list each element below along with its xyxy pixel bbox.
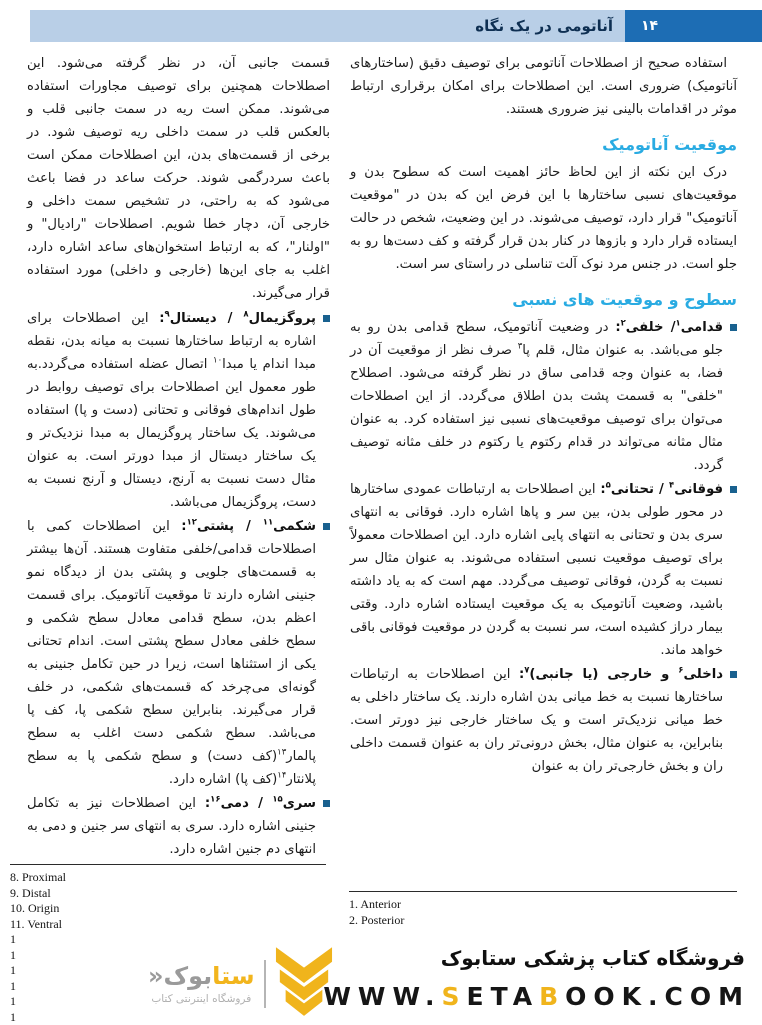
header-band xyxy=(30,10,625,42)
footnote-stub: 1 xyxy=(10,979,326,995)
bullet-term: پروگزیمال$^۸$ / دیستال$^۹$: xyxy=(159,311,316,326)
page-number-box xyxy=(625,10,762,42)
bullet-text: این اصطلاحات به ارتباطات عمودی ساختارها در محور طولی بدن، بین سر و پاها اشاره دارد. فوقانی به انتهای سری بدن و تحتانی به انتهای پایی اشاره دارد. این اصطلاحات معمولاً برای توصیف موقعیت نسبی استفاده می‌شوند. به عنوان مثال سر نسبت به گردن، فوقانی توصیف می‌گردد. مهم است که به یاد داشته باشید، وضعیت آناتومیک به یک موقعیت ایستاده اشاره دارد. وقتی بیمار دراز کشیده است، سر نسبت به گردن در موقعیت فوقانی باقی خواهد ماند. xyxy=(350,482,723,658)
setabook-logo xyxy=(148,946,333,1022)
footnote-stub: 1 xyxy=(10,963,326,979)
bullet-cranial-caudal xyxy=(27,792,330,861)
text-columns xyxy=(27,52,737,862)
footnote-rule-right xyxy=(349,891,737,892)
footnote: 10. Origin xyxy=(10,901,326,917)
footnote-stub: 1 xyxy=(10,932,326,948)
footnote-stub: 1 xyxy=(10,948,326,964)
bullet-term: قدامی$^۱$/ خلفی$^۲$: xyxy=(615,320,723,335)
logo-divider xyxy=(264,960,266,1008)
section-heading-anatomical-position: موقعیت آناتومیک xyxy=(350,134,737,156)
continuation-paragraph: قسمت جانبی آن، در نظر گرفته می‌شود. این اصطلاحات همچنین برای توصیف مجاورات استفاده می‌شوند. ممکن است ریه در سمت جانبی قلب و بالعکس قلب در سمت داخلی ریه توصیف شود. در برخی از قسمت‌های بدن، این اصطلاحات ممکن است باعث سردرگمی شوند. حرکت ساعد در فضا باعث می‌شود که به راحتی، در تشخیص سمت داخلی و خارجی آن، دچار خطا شویم. اصطلاحات "رادیال" و "اولنار"، که به ارتباط استخوان‌های ساعد اشاره دارد، اغلب به جای این‌ها (خارجی و داخلی) مورد استفاده قرار می‌گیرند. xyxy=(27,52,330,305)
footnote-stub: 1 xyxy=(10,994,326,1010)
store-name: فروشگاه کتاب پزشکی ستابوک xyxy=(441,946,745,970)
store-url: WWW.SETABOOK.COM xyxy=(323,982,750,1011)
footnote-rule-left xyxy=(10,864,326,865)
book-title: آناتومی در یک نگاه xyxy=(475,10,613,42)
bullet-text: این اصطلاحات به ارتباطات ساختارها نسبت به خط میانی بدن اشاره دارند. یک ساختار داخلی به خط میانی نزدیک‌تر است و یک ساختار خارجی نیز دورتر است. بنابراین، به عنوان مثال، بخش درونی‌تر ران به عنوان قسمت داخلی ران و بخش خارجی‌تر ران به عنوان xyxy=(350,667,723,774)
chevron-emblem-icon xyxy=(275,947,333,1021)
section-heading-planes-positions: سطوح و موقعیت های نسبی xyxy=(350,289,737,311)
footnote: 11. Ventral xyxy=(10,917,326,933)
anatomical-position-paragraph: درک این نکته از این لحاظ حائز اهمیت است که سطوح بدن و موقعیت‌های نسبی ساختارها با این فرض این که بدن در "موقعیت آناتومیک" قرار دارد، توصیف می‌شوند. در این وضعیت، شخص در حالت ایستاده قرار دارد و بازوها در کنار بدن قرار گرفته و کف دست‌ها رو به جلو است. در جنس مرد نوک آلت تناسلی در راستای سر است. xyxy=(350,161,737,276)
footnote: 8. Proximal xyxy=(10,870,326,886)
bullet-superior-inferior xyxy=(350,478,737,662)
bullet-term: سری$^{۱۵}$ / دمی$^{۱۶}$: xyxy=(205,796,316,811)
footnote: 2. Posterior xyxy=(349,913,737,929)
left-column xyxy=(27,52,330,862)
footnote: 9. Distal xyxy=(10,886,326,902)
bullet-anterior-posterior xyxy=(350,316,737,477)
footnote-stub: 1 xyxy=(10,1010,326,1025)
bullet-term: داخلی$^۶$ و خارجی (یا جانبی)$^۷$: xyxy=(519,667,723,682)
bullet-text: در وضعیت آناتومیک، سطح قدامی بدن رو به جلو می‌باشد. به عنوان مثال، قلم پا$^۳$ صرف نظر از موقعیت آن در فضا، به عنوان وجه قدامی ساق در نظر گرفته می‌شود. اصطلاح "خلفی" به قسمت پشت بدن اطلاق می‌گردد. از این اصطلاحات می‌توان برای توصیف موقعیت‌های نسبی نیز استفاده کرد. به عنوان مثال مثانه می‌تواند در قدام رکتوم یا رکتوم در خلف مثانه توصیف گردد. xyxy=(350,320,723,473)
bullet-text: این اصطلاحات کمی با اصطلاحات قدامی/خلفی متفاوت هستند. آن‌ها بیشتر به قسمت‌های جلویی و پشتی بدن از دیدگاه نمو جنینی اشاره دارند تا موقعیت آناتومیک. برای قسمت اعظم بدن، سطح قدامی معادل سطح شکمی و سطح خلفی معادل سطح پشتی است. اندام تحتانی یکی از استثناها است، زیرا در حین تکامل جنینی به گونه‌ای می‌چرخد که قسمت‌های شکمی، در خلف قرار می‌گیرند. بنابراین سطح شکمی پا، کف پا می‌باشد. سطح شکمی دست اغلب به سطح پالمار$^{۱۳}$(کف دست) و سطح شکمی پا به سطح پلانتار$^{۱۴}$(کف پا) اشاره دارد. xyxy=(27,519,316,787)
footnote: 1. Anterior xyxy=(349,897,737,913)
bullet-term: فوقانی$^۴$ / تحتانی$^۵$: xyxy=(600,482,723,497)
logo-text-block xyxy=(148,963,255,1005)
bullet-term: شکمی$^{۱۱}$ / پشتی$^{۱۲}$: xyxy=(181,519,316,534)
page-number: ۱۴ xyxy=(641,18,658,34)
footnotes-right xyxy=(349,891,737,928)
intro-paragraph: استفاده صحیح از اصطلاحات آناتومی برای توصیف دقیق (ساختارهای آناتومیک) ضروری است. این اصطلاحات برای امکان برقراری ارتباط موثر در اقدامات بالینی نیز ضروری هستند. xyxy=(350,52,737,121)
bullet-medial-lateral xyxy=(350,663,737,778)
bullet-proximal-distal xyxy=(27,307,330,514)
logo-caption: فروشگاه اینترنتی کتاب xyxy=(151,993,251,1005)
right-column xyxy=(350,52,737,862)
bullet-text: این اصطلاحات نیز به تکامل جنینی اشاره دارد. سری به انتهای سر جنین و دمی به انتهای دم جنین اشاره دارد. xyxy=(27,796,316,857)
bullet-ventral-dorsal xyxy=(27,515,330,791)
bullet-text: این اصطلاحات برای اشاره به ارتباط ساختارها نسبت به میانه بدن، نقطه مبدا اندام یا مبدا$^{۱۰}$ اتصال عضله استفاده می‌گردد.به طور معمول این اصطلاحات برای توصیف روابط در طول اندام‌های فوقانی و تحتانی (دست و پا) استفاده می‌شوند. یک ساختار پروگزیمال به مبدا نزدیک‌تر و یک ساختار دیستال از مبدا دورتر است. به عنوان مثال دست نسبت به آرنج، دیستال و آرنج نسبت به دست، پروگزیمال می‌باشد. xyxy=(27,311,316,510)
logo-wordmark: ستابوک« xyxy=(148,963,255,989)
